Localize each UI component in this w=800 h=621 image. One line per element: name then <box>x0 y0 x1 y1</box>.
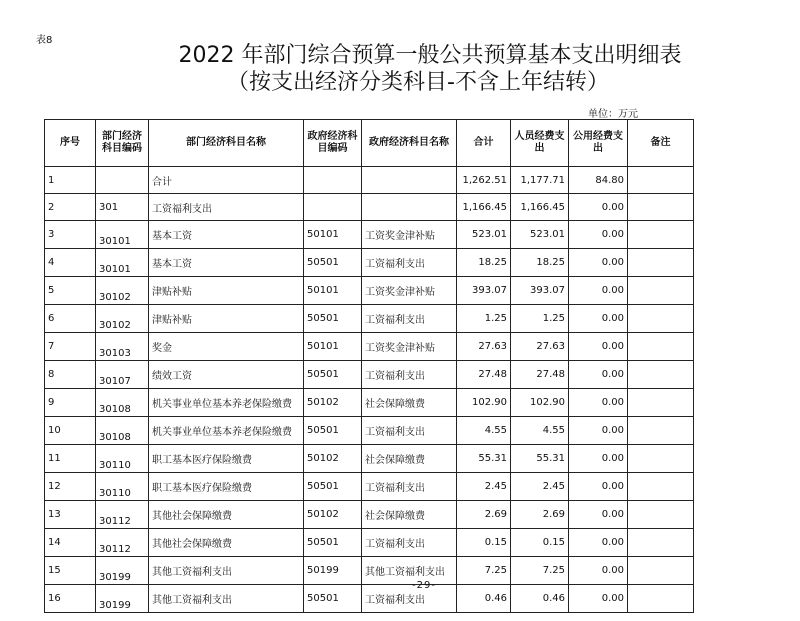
table-row <box>45 389 694 417</box>
cell-gov-name: 工资奖金津补贴 <box>362 277 457 305</box>
cell-gov-code: 50102 <box>304 445 362 473</box>
cell-personnel: 7.25 <box>511 557 569 585</box>
cell-dept-name: 津贴补贴 <box>149 305 304 333</box>
cell-personnel: 1.25 <box>511 305 569 333</box>
page-subtitle: （按支出经济分类科目-不含上年结转） <box>227 70 609 95</box>
cell-gov-code: 50501 <box>304 417 362 445</box>
cell-seq: 1 <box>45 167 96 194</box>
cell-total: 27.63 <box>457 333 511 361</box>
cell-dept-name: 绩效工资 <box>149 361 304 389</box>
cell-note <box>628 473 694 501</box>
cell-public: 0.00 <box>569 194 628 221</box>
cell-gov-code: 50101 <box>304 277 362 305</box>
header-gov-name: 政府经济科目名称 <box>362 120 457 167</box>
cell-personnel: 4.55 <box>511 417 569 445</box>
cell-gov-name: 工资奖金津补贴 <box>362 333 457 361</box>
cell-gov-code <box>304 167 362 194</box>
cell-total: 1,262.51 <box>457 167 511 194</box>
header-seq: 序号 <box>45 120 96 167</box>
cell-total: 1,166.45 <box>457 194 511 221</box>
cell-personnel: 27.48 <box>511 361 569 389</box>
cell-dept-name: 合计 <box>149 167 304 194</box>
cell-dept-name: 津贴补贴 <box>149 277 304 305</box>
cell-dept-code: 30108 <box>96 417 149 445</box>
cell-dept-name: 其他社会保障缴费 <box>149 501 304 529</box>
table-row <box>45 277 694 305</box>
cell-personnel: 393.07 <box>511 277 569 305</box>
table-body <box>45 167 694 613</box>
cell-seq: 16 <box>45 585 96 613</box>
cell-note <box>628 333 694 361</box>
cell-gov-code: 50199 <box>304 557 362 585</box>
table-row <box>45 361 694 389</box>
table-row <box>45 194 694 221</box>
cell-dept-name: 职工基本医疗保险缴费 <box>149 473 304 501</box>
table-row <box>45 445 694 473</box>
cell-gov-code: 50501 <box>304 473 362 501</box>
cell-total: 27.48 <box>457 361 511 389</box>
cell-gov-name: 工资福利支出 <box>362 361 457 389</box>
cell-note <box>628 194 694 221</box>
cell-seq: 6 <box>45 305 96 333</box>
cell-personnel: 0.46 <box>511 585 569 613</box>
cell-gov-name: 工资福利支出 <box>362 249 457 277</box>
cell-total: 0.15 <box>457 529 511 557</box>
cell-seq: 5 <box>45 277 96 305</box>
cell-dept-code: 30112 <box>96 529 149 557</box>
cell-gov-code: 50102 <box>304 501 362 529</box>
table-row <box>45 529 694 557</box>
cell-total: 0.46 <box>457 585 511 613</box>
cell-gov-code <box>304 194 362 221</box>
table-row <box>45 501 694 529</box>
cell-seq: 8 <box>45 361 96 389</box>
cell-personnel: 18.25 <box>511 249 569 277</box>
cell-gov-code: 50501 <box>304 361 362 389</box>
expenditure-table <box>44 119 694 613</box>
cell-total: 55.31 <box>457 445 511 473</box>
cell-dept-name: 其他工资福利支出 <box>149 557 304 585</box>
cell-dept-code: 30107 <box>96 361 149 389</box>
cell-dept-code: 30103 <box>96 333 149 361</box>
unit-label: 单位：万元 <box>588 109 638 120</box>
cell-public: 0.00 <box>569 277 628 305</box>
cell-public: 0.00 <box>569 389 628 417</box>
cell-seq: 3 <box>45 221 96 249</box>
cell-seq: 9 <box>45 389 96 417</box>
table-row <box>45 305 694 333</box>
cell-note <box>628 249 694 277</box>
cell-seq: 10 <box>45 417 96 445</box>
cell-seq: 11 <box>45 445 96 473</box>
cell-gov-name: 社会保障缴费 <box>362 501 457 529</box>
cell-dept-code: 30110 <box>96 445 149 473</box>
cell-gov-name: 工资福利支出 <box>362 529 457 557</box>
cell-seq: 4 <box>45 249 96 277</box>
cell-note <box>628 167 694 194</box>
header-public: 公用经费支出 <box>569 120 628 167</box>
cell-gov-code: 50101 <box>304 333 362 361</box>
cell-dept-code: 30108 <box>96 389 149 417</box>
cell-public: 0.00 <box>569 445 628 473</box>
cell-gov-name: 社会保障缴费 <box>362 389 457 417</box>
cell-gov-code: 50101 <box>304 221 362 249</box>
cell-public: 0.00 <box>569 473 628 501</box>
cell-seq: 15 <box>45 557 96 585</box>
cell-public: 0.00 <box>569 529 628 557</box>
cell-gov-name <box>362 194 457 221</box>
cell-public: 84.80 <box>569 167 628 194</box>
cell-note <box>628 417 694 445</box>
cell-dept-code: 30112 <box>96 501 149 529</box>
header-total: 合计 <box>457 120 511 167</box>
cell-dept-code: 30110 <box>96 473 149 501</box>
cell-personnel: 2.45 <box>511 473 569 501</box>
cell-dept-code: 30101 <box>96 221 149 249</box>
cell-seq: 12 <box>45 473 96 501</box>
cell-personnel: 27.63 <box>511 333 569 361</box>
cell-dept-name: 机关事业单位基本养老保险缴费 <box>149 417 304 445</box>
cell-note <box>628 585 694 613</box>
cell-seq: 7 <box>45 333 96 361</box>
cell-total: 523.01 <box>457 221 511 249</box>
cell-total: 18.25 <box>457 249 511 277</box>
cell-gov-code: 50501 <box>304 585 362 613</box>
cell-note <box>628 557 694 585</box>
cell-public: 0.00 <box>569 361 628 389</box>
cell-public: 0.00 <box>569 305 628 333</box>
cell-gov-code: 50501 <box>304 249 362 277</box>
cell-seq: 13 <box>45 501 96 529</box>
cell-note <box>628 501 694 529</box>
table-row <box>45 167 694 194</box>
cell-personnel: 1,177.71 <box>511 167 569 194</box>
cell-dept-name: 职工基本医疗保险缴费 <box>149 445 304 473</box>
cell-dept-code: 30102 <box>96 277 149 305</box>
cell-personnel: 1,166.45 <box>511 194 569 221</box>
header-dept-code: 部门经济科目编码 <box>96 120 149 167</box>
cell-gov-name: 工资福利支出 <box>362 305 457 333</box>
table-row <box>45 473 694 501</box>
cell-public: 0.00 <box>569 249 628 277</box>
page-number: -29- <box>412 580 436 591</box>
header-gov-code: 政府经济科目编码 <box>304 120 362 167</box>
cell-gov-name <box>362 167 457 194</box>
cell-total: 102.90 <box>457 389 511 417</box>
table-row <box>45 249 694 277</box>
cell-dept-code: 301 <box>96 194 149 221</box>
table-row <box>45 417 694 445</box>
cell-public: 0.00 <box>569 333 628 361</box>
cell-gov-name: 工资奖金津补贴 <box>362 221 457 249</box>
cell-gov-name: 其他工资福利支出 <box>362 557 457 585</box>
cell-seq: 14 <box>45 529 96 557</box>
cell-dept-name: 基本工资 <box>149 221 304 249</box>
cell-total: 2.69 <box>457 501 511 529</box>
table-row <box>45 557 694 585</box>
header-note: 备注 <box>628 120 694 167</box>
cell-dept-name: 机关事业单位基本养老保险缴费 <box>149 389 304 417</box>
cell-gov-name: 社会保障缴费 <box>362 445 457 473</box>
cell-personnel: 2.69 <box>511 501 569 529</box>
cell-dept-name: 奖金 <box>149 333 304 361</box>
cell-note <box>628 277 694 305</box>
cell-personnel: 0.15 <box>511 529 569 557</box>
table-tag: 表8 <box>36 35 53 46</box>
cell-public: 0.00 <box>569 221 628 249</box>
cell-public: 0.00 <box>569 585 628 613</box>
cell-dept-name: 其他工资福利支出 <box>149 585 304 613</box>
table-row <box>45 585 694 613</box>
cell-dept-code: 30199 <box>96 557 149 585</box>
page-title: 2022 年部门综合预算一般公共预算基本支出明细表 <box>178 43 682 68</box>
header-row <box>45 120 694 167</box>
cell-note <box>628 529 694 557</box>
cell-total: 2.45 <box>457 473 511 501</box>
cell-total: 1.25 <box>457 305 511 333</box>
cell-dept-name: 基本工资 <box>149 249 304 277</box>
cell-gov-code: 50102 <box>304 389 362 417</box>
cell-personnel: 102.90 <box>511 389 569 417</box>
cell-note <box>628 445 694 473</box>
table-row <box>45 333 694 361</box>
cell-gov-name: 工资福利支出 <box>362 473 457 501</box>
cell-total: 393.07 <box>457 277 511 305</box>
cell-gov-code: 50501 <box>304 305 362 333</box>
cell-gov-name: 工资福利支出 <box>362 417 457 445</box>
cell-note <box>628 221 694 249</box>
cell-dept-code: 30101 <box>96 249 149 277</box>
cell-dept-code: 30102 <box>96 305 149 333</box>
cell-personnel: 523.01 <box>511 221 569 249</box>
cell-dept-name: 其他社会保障缴费 <box>149 529 304 557</box>
table-row <box>45 221 694 249</box>
cell-total: 7.25 <box>457 557 511 585</box>
cell-public: 0.00 <box>569 557 628 585</box>
cell-note <box>628 389 694 417</box>
cell-personnel: 55.31 <box>511 445 569 473</box>
cell-dept-code <box>96 167 149 194</box>
cell-gov-name: 工资福利支出 <box>362 585 457 613</box>
cell-public: 0.00 <box>569 417 628 445</box>
cell-total: 4.55 <box>457 417 511 445</box>
cell-note <box>628 305 694 333</box>
cell-gov-code: 50501 <box>304 529 362 557</box>
cell-dept-name: 工资福利支出 <box>149 194 304 221</box>
cell-note <box>628 361 694 389</box>
header-personnel: 人员经费支出 <box>511 120 569 167</box>
cell-seq: 2 <box>45 194 96 221</box>
header-dept-name: 部门经济科目名称 <box>149 120 304 167</box>
cell-dept-code: 30199 <box>96 585 149 613</box>
cell-public: 0.00 <box>569 501 628 529</box>
